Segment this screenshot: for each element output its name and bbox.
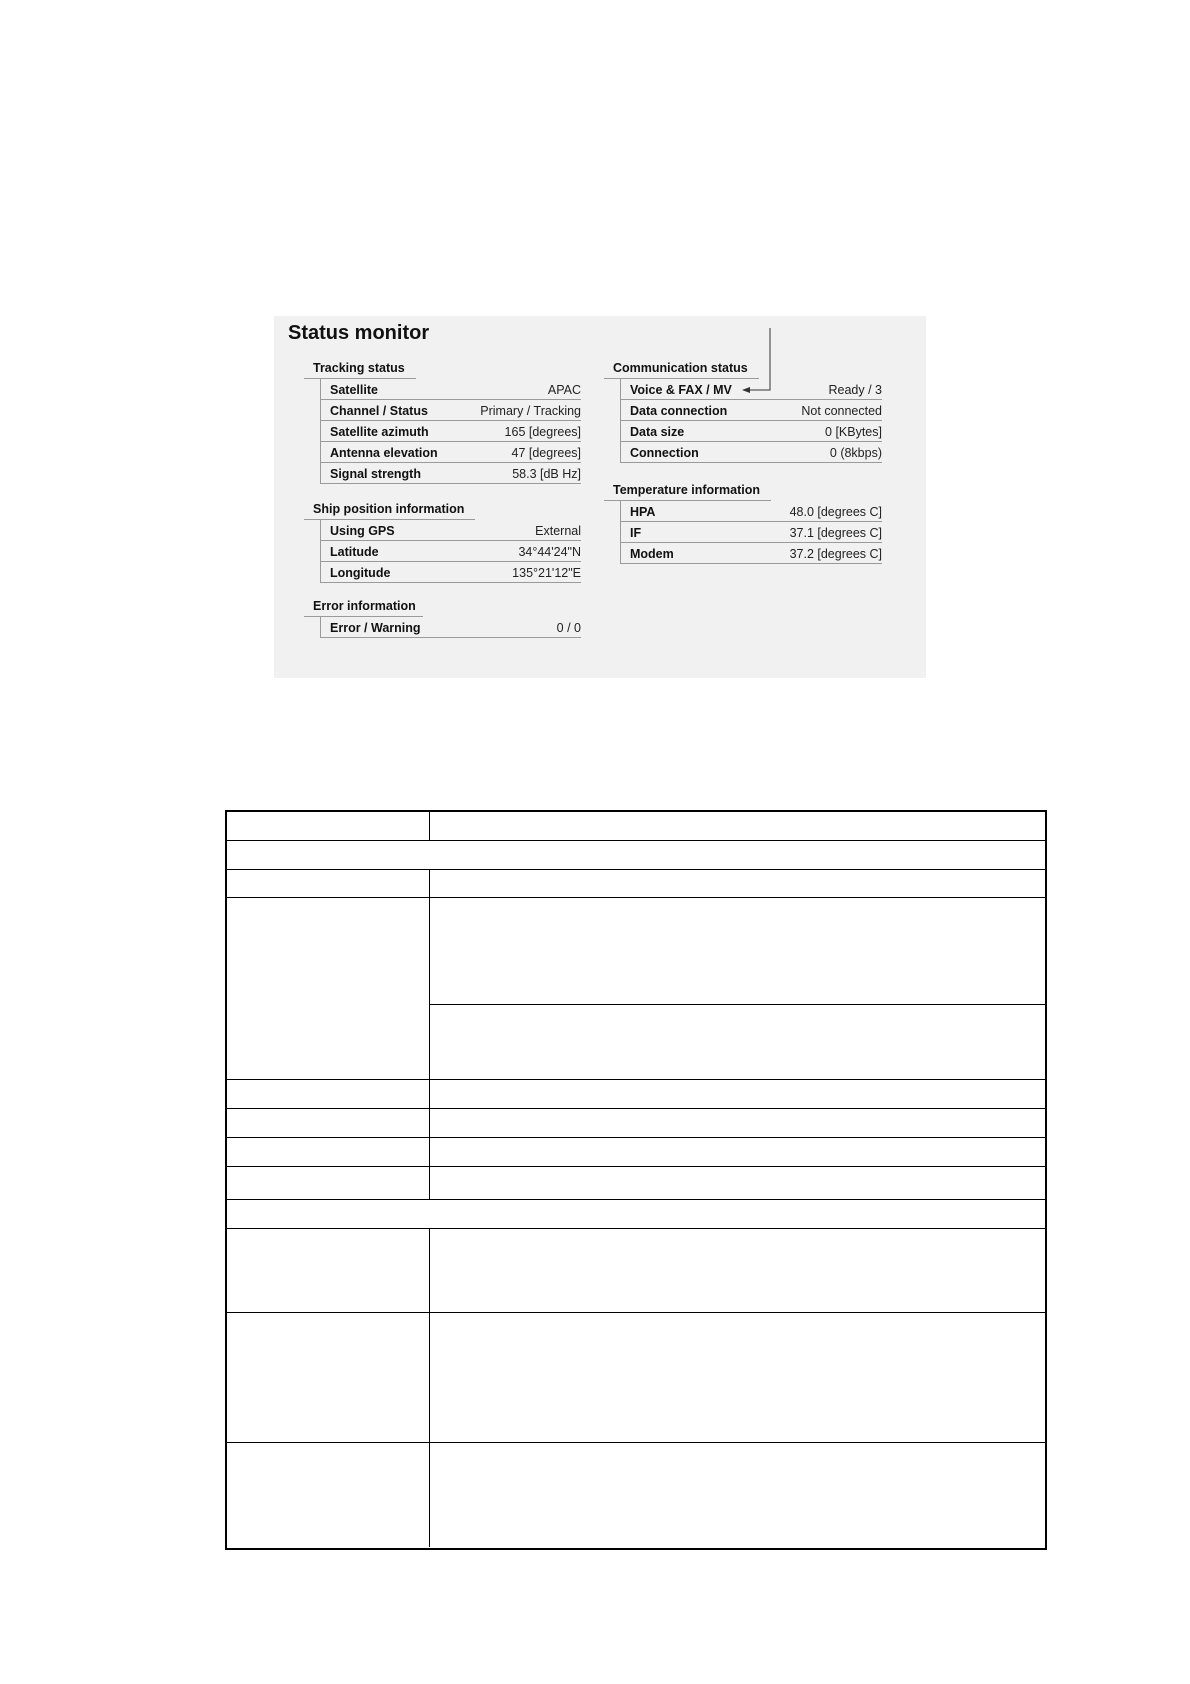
table-cell [430,1167,1045,1199]
table-row [227,1080,1045,1109]
description-table [225,810,1047,1550]
section-title: Ship position information [304,499,475,520]
row-signal-strength [320,463,581,484]
table-row [227,898,1045,1080]
section-title: Temperature information [604,480,771,501]
table-cell [227,1138,430,1166]
row-label: Error / Warning [330,621,421,635]
table-section-row [227,1200,1045,1229]
row-connection [620,442,882,463]
row-value: 34°44'24"N [518,545,581,559]
row-latitude [320,541,581,562]
row-value: Not connected [801,404,882,418]
table-row [227,1443,1045,1547]
row-error-warning [320,617,581,638]
table-cell [227,898,430,1079]
row-label: Longitude [330,566,391,580]
table-cell [227,812,430,840]
table-cell [430,870,1045,897]
ship-position-section [304,499,581,583]
row-label: Data connection [630,404,728,418]
table-cell [227,1313,430,1442]
row-label: Using GPS [330,524,395,538]
row-value: 37.2 [degrees C] [789,547,882,561]
error-information-section [304,596,581,638]
row-value: 165 [degrees] [504,425,581,439]
row-label: Antenna elevation [330,446,438,460]
table-cell [430,1080,1045,1108]
row-satellite [320,379,581,400]
status-monitor-panel [274,316,926,678]
table-cell [227,1229,430,1312]
row-label: Modem [630,547,674,561]
temperature-information-section [604,480,882,564]
row-modem [620,543,882,564]
table-cell [430,1109,1045,1137]
table-row [227,812,1045,841]
table-cell [227,1443,430,1547]
row-value: 0 / 0 [556,621,581,635]
row-antenna-elevation [320,442,581,463]
table-cell [430,812,1045,840]
table-row [227,1167,1045,1200]
row-label: Voice & FAX / MV [630,383,732,397]
table-row [227,1313,1045,1443]
row-label: Satellite azimuth [330,425,429,439]
row-using-gps [320,520,581,541]
row-channel-status [320,400,581,421]
row-value: 0 (8kbps) [829,446,882,460]
row-data-size [620,421,882,442]
row-longitude [320,562,581,583]
row-value: APAC [547,383,581,397]
row-value: 135°21'12"E [512,566,581,580]
table-cell [430,1313,1045,1442]
row-value: External [535,524,581,538]
row-data-connection [620,400,882,421]
table-cell [227,1080,430,1108]
row-value: 48.0 [degrees C] [789,505,882,519]
table-cell [430,1229,1045,1312]
row-label: Channel / Status [330,404,428,418]
table-cell [227,1109,430,1137]
row-label: Satellite [330,383,378,397]
row-label: Latitude [330,545,379,559]
row-label: Data size [630,425,685,439]
row-value: 0 [KBytes] [825,425,882,439]
table-row [227,1229,1045,1313]
table-row [227,870,1045,898]
row-label: Connection [630,446,699,460]
row-value: 47 [degrees] [511,446,581,460]
row-value: 37.1 [degrees C] [789,526,882,540]
row-label: Signal strength [330,467,421,481]
tracking-status-section [304,358,581,484]
section-title: Communication status [604,358,759,379]
table-cell [430,1138,1045,1166]
row-label: IF [630,526,642,540]
table-row [227,1138,1045,1167]
row-label: HPA [630,505,656,519]
table-section-row [227,841,1045,870]
row-if [620,522,882,543]
table-cell [227,1167,430,1199]
table-row [227,1109,1045,1138]
table-cell [430,898,1045,1005]
section-title: Tracking status [304,358,416,379]
row-satellite-azimuth [320,421,581,442]
row-value: Primary / Tracking [480,404,581,418]
panel-title: Status monitor [288,322,430,344]
callout-arrow-icon [742,328,772,398]
row-hpa [620,501,882,522]
table-cell [430,1443,1045,1547]
row-value: Ready / 3 [828,383,882,397]
section-title: Error information [304,596,423,617]
table-cell [227,870,430,897]
row-value: 58.3 [dB Hz] [512,467,581,481]
